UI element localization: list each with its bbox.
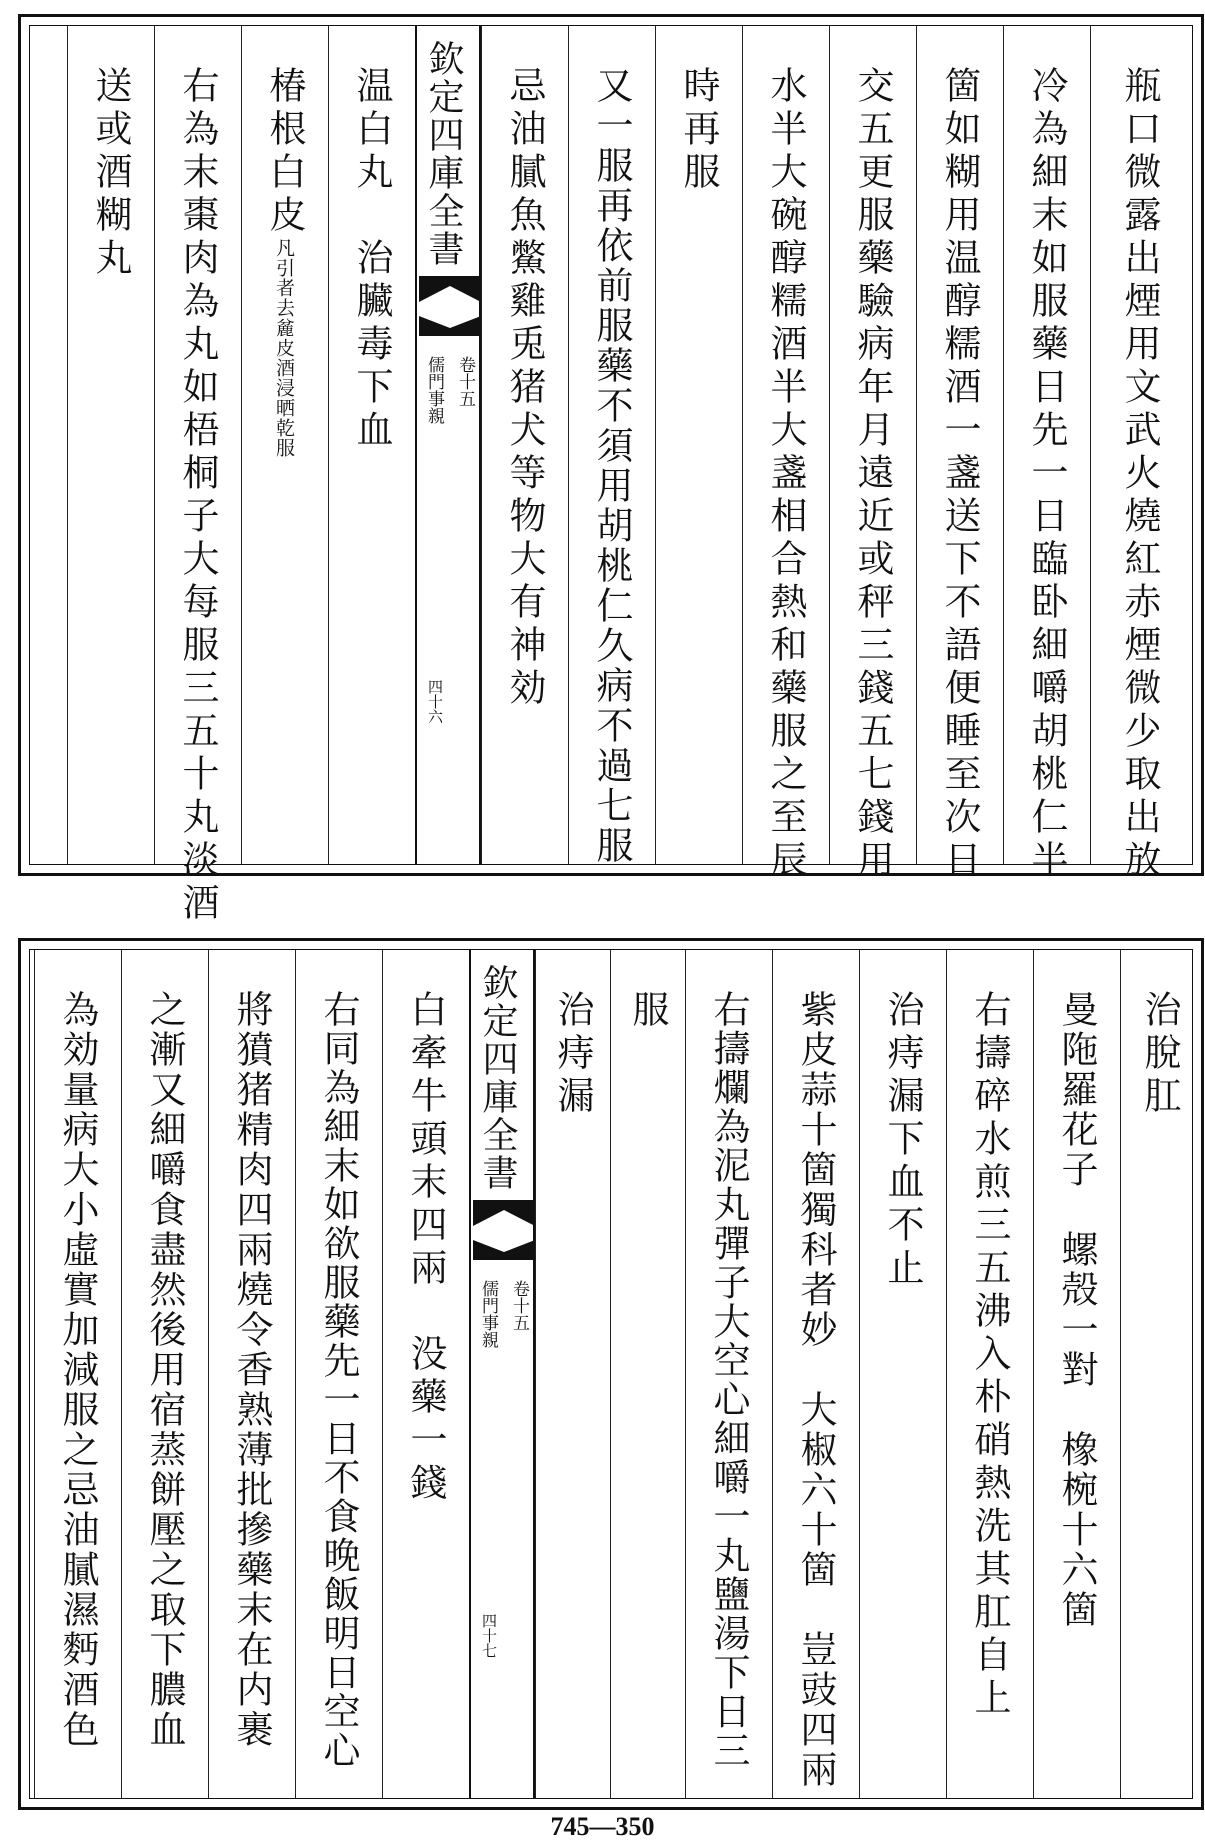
- text-column: [685, 950, 772, 1798]
- column-text: 治痔漏下血不止: [881, 990, 924, 1291]
- annotation-text: 凡引者去麄皮酒浸晒乾服: [273, 238, 295, 458]
- center-fold: [415, 26, 481, 864]
- text-column: [859, 950, 946, 1798]
- column-text: 紫皮蒜十箇獨科者妙 大椒六十箇 豈豉四兩: [794, 990, 837, 1790]
- column-text: 將獖猪精肉四兩燒令香熟薄批摻藥末在内裹: [230, 990, 273, 1750]
- text-column: [610, 950, 685, 1798]
- top-page-frame: [29, 25, 1193, 926]
- column-text: 右為末棗肉為丸如梧桐子大每服三五十丸淡酒: [176, 66, 219, 926]
- column-text: [263, 66, 306, 458]
- book-title: 欽定四庫全書: [423, 40, 464, 268]
- book-title: 欽定四庫全書: [477, 964, 518, 1192]
- fishtail-mark-icon: [419, 276, 481, 336]
- text-column: [655, 26, 742, 864]
- text-run: 椿根白皮: [263, 66, 306, 238]
- column-text: 服: [626, 990, 669, 1033]
- text-column: [382, 950, 469, 1798]
- text-column: [295, 950, 382, 1798]
- text-column: [34, 950, 121, 1798]
- text-column: [208, 950, 295, 1798]
- folio-number: 四十六: [426, 679, 444, 724]
- column-text: 忌油膩魚鱉雞兎猪犬等物大有神効: [503, 66, 546, 711]
- text-column: [121, 950, 208, 1798]
- column-text: 水半大碗醇糯酒半大盞相合熱和藥服之至辰: [764, 66, 807, 883]
- column-text: 瓶口微露出煙用文武火燒紅赤煙微少取出放: [1118, 66, 1161, 883]
- column-text: 又一服再依前服藥不須用胡桃仁久病不過七服: [590, 66, 633, 866]
- book-name: 儒門事親: [424, 356, 444, 424]
- column-text: 箇如糊用温醇糯酒一盞送下不語便睡至次日: [938, 66, 981, 883]
- page-footer-number: 745—350: [550, 1812, 655, 1841]
- text-column: [829, 26, 916, 883]
- fishtail-mark-icon: [473, 1200, 535, 1260]
- column-text: 時再服: [677, 66, 720, 195]
- text-column: [916, 26, 1003, 883]
- folio-number: 四十七: [480, 1613, 498, 1658]
- text-column: [568, 26, 655, 864]
- column-text: 白牽牛頭末四兩 没藥一錢: [404, 990, 447, 1506]
- text-column: [481, 26, 568, 864]
- text-column: [1120, 950, 1200, 1798]
- text-column: [772, 950, 859, 1798]
- column-text: 曼陁羅花子 螺殻一對 橡椀十六箇: [1055, 990, 1098, 1630]
- column-text: 冷為細末如服藥日先一日臨卧細嚼胡桃仁半: [1025, 66, 1068, 883]
- book-name: 儒門事親: [478, 1280, 498, 1348]
- volume-label: 卷十五: [455, 356, 475, 407]
- volume-label: 卷十五: [509, 1280, 529, 1331]
- bottom-page-frame: [29, 949, 1193, 1799]
- column-text: 温白丸 治臟毒下血: [350, 66, 393, 453]
- column-text: 右擣碎水煎三五沸入朴硝熱洗其肛自上: [968, 990, 1011, 1721]
- text-column: [241, 26, 328, 864]
- text-column: [742, 26, 829, 883]
- text-column: [535, 950, 610, 1798]
- column-text: 送或酒糊丸: [89, 66, 132, 281]
- column-text: 之漸又細嚼食盡然後用宿蒸餅壓之取下膿血: [143, 990, 186, 1750]
- column-text: 治痔漏: [551, 990, 594, 1119]
- text-column: [154, 26, 241, 926]
- center-fold: [469, 950, 535, 1798]
- column-text: 為効量病大小虛實加減服之忌油膩濕麪酒色: [56, 990, 99, 1750]
- top-page: [18, 14, 1204, 926]
- column-text: 右擣爛為泥丸彈子大空心細嚼一丸鹽湯下日三: [707, 990, 750, 1770]
- bottom-page: [18, 938, 1204, 1810]
- column-text: 交五更服藥驗病年月遠近或秤三錢五七錢用: [851, 66, 894, 883]
- text-column: [67, 26, 154, 864]
- text-column: [1033, 950, 1120, 1798]
- text-column: [946, 950, 1033, 1798]
- column-text: 治脫肛: [1138, 990, 1181, 1119]
- text-column: [1090, 26, 1190, 883]
- text-column: [328, 26, 415, 864]
- column-text: 右同為細末如欲服藥先一日不食晚飯明日空心: [317, 990, 360, 1770]
- text-column: [1003, 26, 1090, 883]
